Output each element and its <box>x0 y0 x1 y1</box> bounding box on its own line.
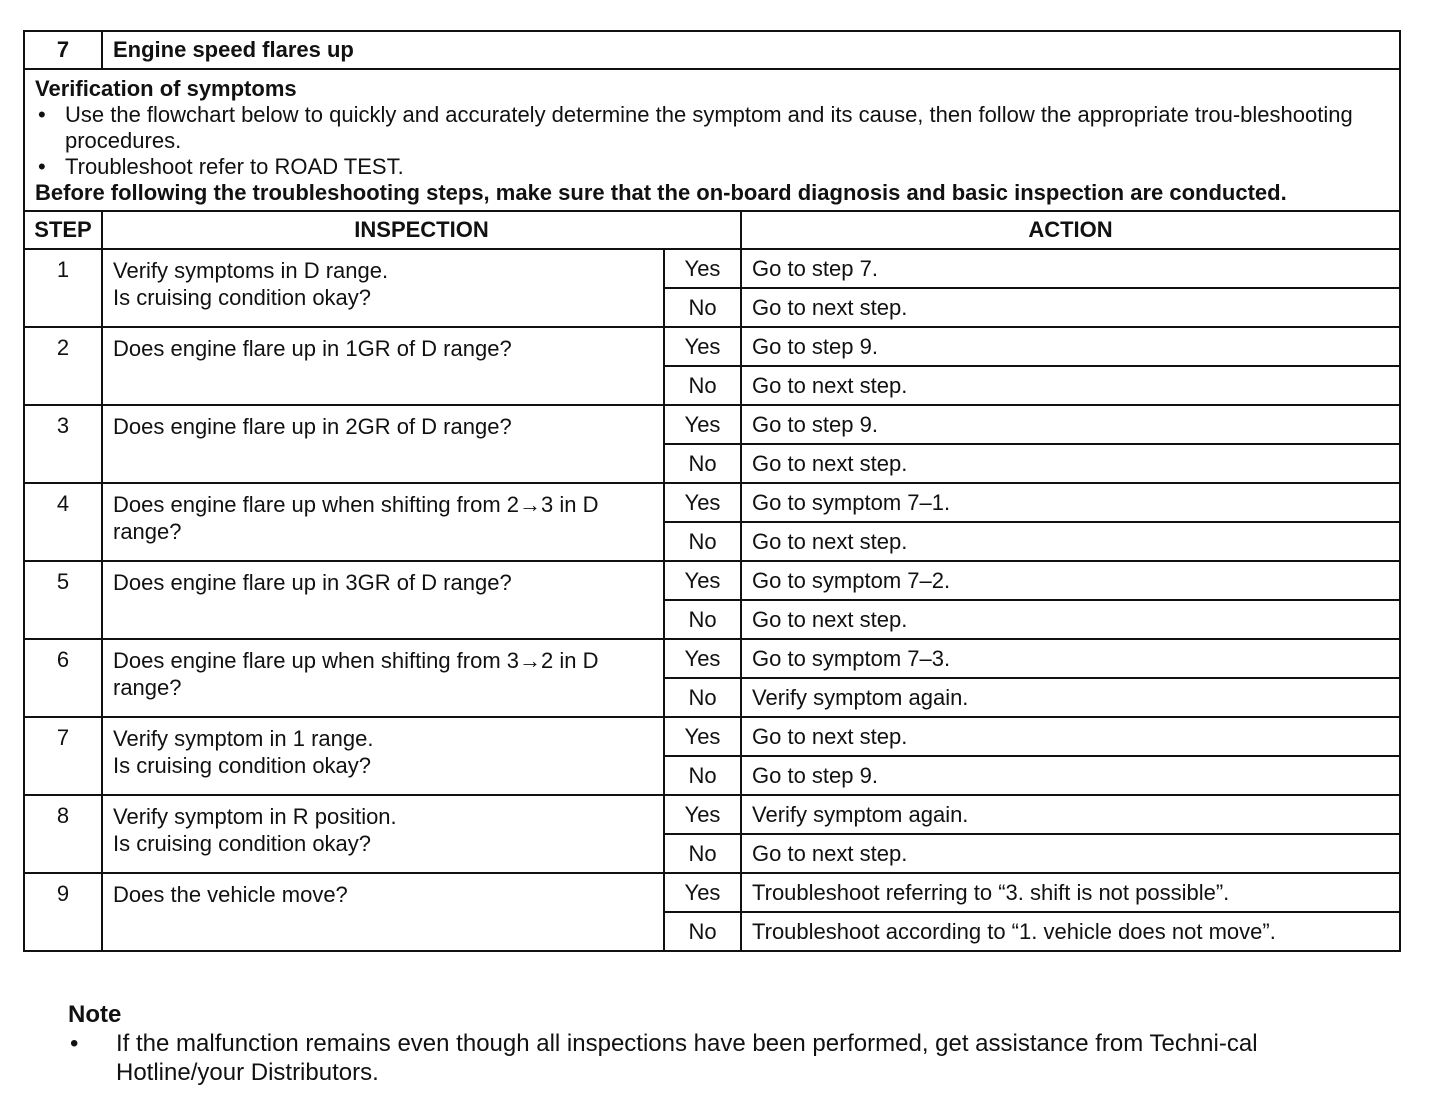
yes-label: Yes <box>664 717 741 756</box>
inspection-text: Does engine flare up when shifting from 3→2 in D range? <box>102 639 664 717</box>
header-row <box>24 31 1400 69</box>
inspection-text: Verify symptom in R position. Is cruising condition okay? <box>102 795 664 873</box>
no-label: No <box>664 600 741 639</box>
step-row-yes <box>24 561 1400 600</box>
yes-action: Verify symptom again. <box>741 795 1400 834</box>
step-number: 5 <box>24 561 102 639</box>
symptom-number: 7 <box>24 31 102 69</box>
step-row-yes <box>24 795 1400 834</box>
step-number: 2 <box>24 327 102 405</box>
yes-label: Yes <box>664 327 741 366</box>
no-action: Go to next step. <box>741 444 1400 483</box>
step-row-yes <box>24 483 1400 522</box>
yes-label: Yes <box>664 249 741 288</box>
step-row-yes <box>24 405 1400 444</box>
note-text: If the malfunction remains even though all inspections have been performed, get assistance from Techni-cal Hotline/your Distributors. <box>116 1030 1258 1086</box>
no-label: No <box>664 912 741 951</box>
verification-heading: Verification of symptoms <box>35 76 297 101</box>
inspection-text: Does engine flare up in 3GR of D range? <box>102 561 664 639</box>
action-column-header: ACTION <box>741 211 1400 249</box>
no-action: Verify symptom again. <box>741 678 1400 717</box>
inspection-text: Does engine flare up when shifting from 2→3 in D range? <box>102 483 664 561</box>
yes-action: Go to symptom 7–2. <box>741 561 1400 600</box>
verification-bullet-text: Use the flowchart below to quickly and accurately determine the symptom and its cause, then follow the appropriate trou-bleshooting procedures. <box>65 102 1353 153</box>
no-action: Go to next step. <box>741 288 1400 327</box>
verification-bullet-text: Troubleshoot refer to ROAD TEST. <box>65 154 404 179</box>
step-number: 8 <box>24 795 102 873</box>
note-section <box>68 1000 1388 1087</box>
no-action: Go to next step. <box>741 366 1400 405</box>
inspection-text: Verify symptom in 1 range. Is cruising condition okay? <box>102 717 664 795</box>
verification-section <box>24 69 1400 211</box>
yes-label: Yes <box>664 405 741 444</box>
no-label: No <box>664 522 741 561</box>
no-label: No <box>664 366 741 405</box>
verification-warning: Before following the troubleshooting steps, make sure that the on-board diagnosis and basic inspection are conducted. <box>35 180 1287 205</box>
yes-action: Go to next step. <box>741 717 1400 756</box>
step-row-yes <box>24 249 1400 288</box>
no-label: No <box>664 444 741 483</box>
yes-label: Yes <box>664 795 741 834</box>
step-number: 3 <box>24 405 102 483</box>
verification-bullet-1 <box>35 102 1389 154</box>
step-column-header: STEP <box>24 211 102 249</box>
yes-action: Go to step 9. <box>741 327 1400 366</box>
note-heading: Note <box>68 1001 122 1028</box>
inspection-column-header: INSPECTION <box>102 211 741 249</box>
inspection-text: Does engine flare up in 1GR of D range? <box>102 327 664 405</box>
no-label: No <box>664 756 741 795</box>
no-action: Go to step 9. <box>741 756 1400 795</box>
bullet-icon: • <box>70 1030 79 1057</box>
step-number: 4 <box>24 483 102 561</box>
yes-action: Go to step 9. <box>741 405 1400 444</box>
no-action: Troubleshoot according to “1. vehicle does not move”. <box>741 912 1400 951</box>
no-action: Go to next step. <box>741 600 1400 639</box>
symptom-title: Engine speed flares up <box>102 31 1400 69</box>
step-number: 7 <box>24 717 102 795</box>
step-row-yes <box>24 639 1400 678</box>
step-row-yes <box>24 327 1400 366</box>
yes-action: Go to symptom 7–1. <box>741 483 1400 522</box>
no-label: No <box>664 678 741 717</box>
step-row-yes <box>24 717 1400 756</box>
step-number: 6 <box>24 639 102 717</box>
note-bullet <box>68 1029 1388 1087</box>
no-label: No <box>664 288 741 327</box>
step-number: 9 <box>24 873 102 951</box>
no-label: No <box>664 834 741 873</box>
verification-row <box>24 69 1400 211</box>
bullet-icon: • <box>38 102 46 127</box>
bullet-icon: • <box>38 154 46 179</box>
inspection-text: Does engine flare up in 2GR of D range? <box>102 405 664 483</box>
step-row-yes <box>24 873 1400 912</box>
yes-action: Go to symptom 7–3. <box>741 639 1400 678</box>
yes-label: Yes <box>664 561 741 600</box>
step-number: 1 <box>24 249 102 327</box>
no-action: Go to next step. <box>741 522 1400 561</box>
yes-action: Troubleshoot referring to “3. shift is not possible”. <box>741 873 1400 912</box>
inspection-text: Does the vehicle move? <box>102 873 664 951</box>
verification-bullet-2 <box>35 154 1389 180</box>
troubleshooting-table <box>23 30 1401 952</box>
yes-label: Yes <box>664 483 741 522</box>
column-header-row <box>24 211 1400 249</box>
yes-action: Go to step 7. <box>741 249 1400 288</box>
inspection-text: Verify symptoms in D range. Is cruising condition okay? <box>102 249 664 327</box>
no-action: Go to next step. <box>741 834 1400 873</box>
yes-label: Yes <box>664 639 741 678</box>
yes-label: Yes <box>664 873 741 912</box>
